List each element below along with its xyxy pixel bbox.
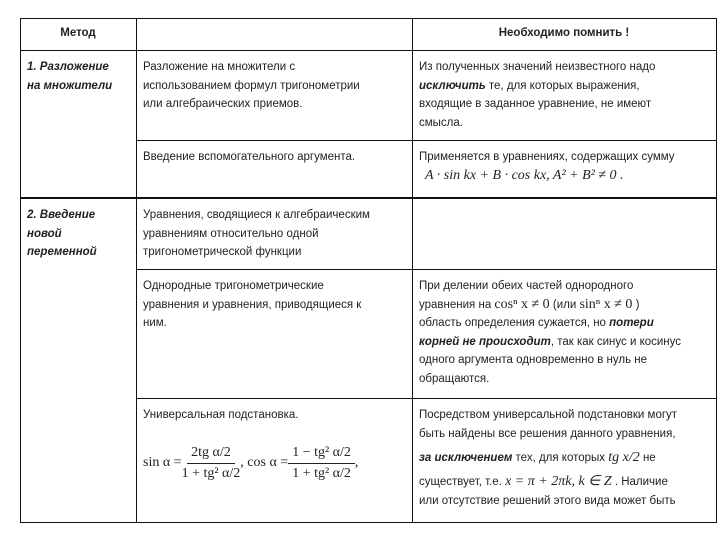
emphasis: исключить <box>419 79 486 92</box>
desc-line: Уравнения, сводящиеся к алгебраическим <box>143 209 370 221</box>
note-line: Из полученных значений неизвестного надо <box>419 61 656 73</box>
desc-line: использованием формул тригонометрии <box>143 79 360 92</box>
note-text: те, для которых выражения, <box>485 79 640 92</box>
desc-algebraic <box>136 200 412 268</box>
emphasis: корней не происходит <box>419 335 551 348</box>
numerator: 2tg α/2 <box>187 443 235 464</box>
note-line: Посредством универсальной подстановки могут <box>419 409 678 421</box>
universal-substitution-formula <box>143 443 405 484</box>
desc-auxiliary-argument <box>136 142 412 173</box>
fraction <box>182 443 241 484</box>
note-text: . Наличие <box>611 476 668 488</box>
note-line: Применяется в уравнениях, содержащих сумму <box>419 151 675 163</box>
desc-line: тригонометрической функции <box>143 246 302 258</box>
note-text: тех, для которых <box>512 452 609 464</box>
note-line <box>419 333 709 352</box>
denominator: 1 + tg² α/2 <box>181 465 241 481</box>
desc-line: ним. <box>143 317 167 329</box>
table-border-bottom <box>20 522 716 523</box>
desc-line: Однородные тригонометрические <box>143 280 324 292</box>
note-line: При делении обеих частей однородного <box>419 280 634 292</box>
method-line: на множители <box>27 79 113 92</box>
desc-line: уравнения и уравнения, приводящиеся к <box>143 298 362 311</box>
note-homogeneous <box>412 271 716 394</box>
note-line <box>419 473 709 492</box>
note-line <box>419 443 709 473</box>
note-text: уравнения на <box>419 298 495 311</box>
note-text: ) <box>632 298 640 311</box>
desc-homogeneous <box>136 271 412 339</box>
formula-text: , cos α = <box>240 454 289 470</box>
formula: x = π + 2πk, k ∈ Z <box>505 474 612 489</box>
method-line: новой <box>27 227 62 240</box>
note-universal-substitution <box>412 400 716 516</box>
note-line: смысла. <box>419 116 463 129</box>
formula: sinⁿ x ≠ 0 <box>579 296 633 312</box>
note-line <box>419 77 709 96</box>
note-factorization <box>412 52 716 138</box>
desc-line: Разложение на множители с <box>143 61 296 73</box>
note-text: существует, т.е. <box>419 476 506 488</box>
note-line: обращаются. <box>419 372 490 385</box>
note-line <box>419 314 709 333</box>
method-line: 1. Разложение <box>27 61 109 73</box>
desc-factorization <box>136 52 412 120</box>
note-line <box>419 296 709 315</box>
numerator: 1 − tg² α/2 <box>288 443 355 464</box>
header-divider <box>20 50 716 51</box>
formula: A · sin kx + B · cos kx, A² + B² ≠ 0 . <box>425 167 624 183</box>
header-method: Метод <box>60 27 96 39</box>
note-text: область определения сужается, но <box>419 317 610 329</box>
note-text: не <box>639 452 656 464</box>
table-border-right <box>716 18 717 523</box>
emphasis: потери <box>609 317 654 329</box>
formula: cosⁿ x ≠ 0 <box>494 296 550 312</box>
formula-text: sin α = <box>143 454 182 470</box>
note-auxiliary-argument <box>412 142 716 191</box>
section-divider <box>20 197 716 199</box>
desc-universal-substitution <box>136 400 412 490</box>
row-divider <box>136 140 716 141</box>
formula-text: , <box>354 454 359 470</box>
header-remember: Необходимо помнить ! <box>498 27 630 39</box>
note-line: быть найдены все решения данного уравнения, <box>419 427 676 440</box>
desc-line: Универсальная подстановка. <box>143 409 299 421</box>
method-new-variable <box>20 200 136 268</box>
note-text: , так как синус и косинус <box>550 335 682 348</box>
row-divider <box>136 398 716 399</box>
note-line: одного аргумента одновременно в нуль не <box>419 354 648 366</box>
denominator: 1 + tg² α/2 <box>292 465 351 481</box>
header-col2 <box>136 18 412 30</box>
fraction <box>288 443 355 484</box>
desc-line: или алгебраических приемов. <box>143 98 303 110</box>
row-divider <box>136 269 716 270</box>
note-line: входящие в заданное уравнение, не имеют <box>419 98 652 110</box>
note-text: (или <box>549 298 580 311</box>
emphasis: за исключением <box>419 452 513 464</box>
desc-line: уравнениям относительно одной <box>143 227 319 240</box>
method-line: 2. Введение <box>27 209 96 221</box>
note-line: или отсутствие решений этого вида может быть <box>419 494 676 507</box>
formula: tg x/2 <box>608 450 640 465</box>
method-factorization <box>20 52 136 101</box>
desc-line: Введение вспомогательного аргумента. <box>143 151 356 163</box>
method-line: переменной <box>27 246 97 258</box>
